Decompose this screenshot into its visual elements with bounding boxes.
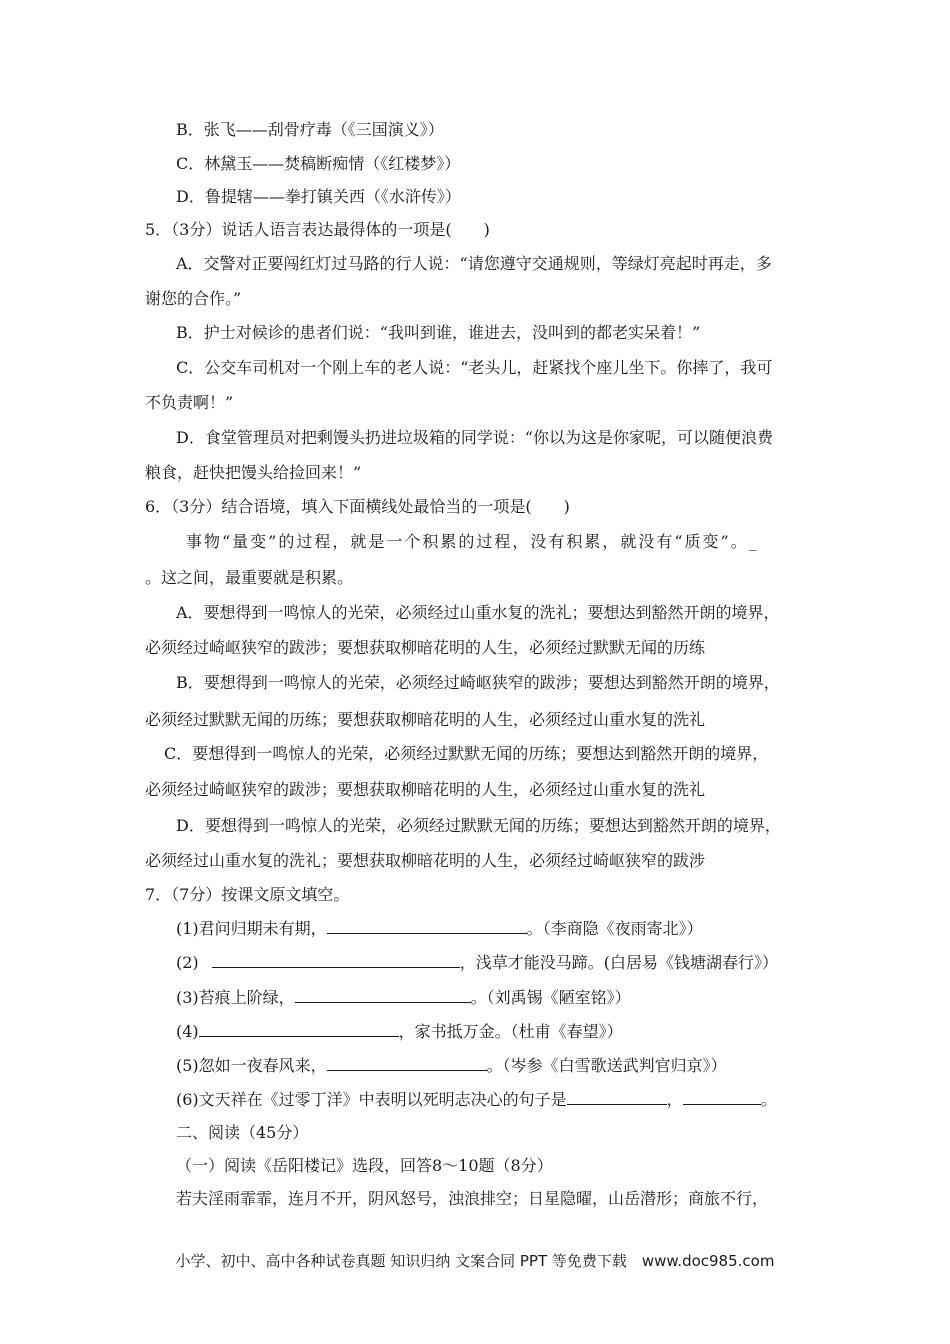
q7-item-5-suffix: 。（岑参《白雪歌送武判官归京》）	[486, 1056, 727, 1075]
section2-title: 二、阅读（45分）	[176, 1123, 309, 1142]
q5-option-c-line1: C．公交车司机对一个刚上车的老人说：“老头儿，赶紧找个座儿坐下。你摔了，我可	[176, 358, 773, 377]
q7-item-1	[176, 918, 703, 939]
q7-item-6-prefix: (6)文天祥在《过零丁洋》中表明以死明志决心的句子是	[176, 1090, 567, 1109]
q7-item-2-prefix: (2)	[176, 953, 204, 972]
q7-item-5-prefix: (5)忽如一夜春风来，	[176, 1056, 327, 1075]
page-footer: 小学、初中、高中各种试卷真题 知识归纳 文案合同 PPT 等免费下载 www.doc985.com	[175, 1252, 775, 1270]
q4-option-d: D．鲁提辖——拳打镇关西（《水浒传》）	[176, 187, 461, 206]
q6-option-d-line2: 必须经过山重水复的洗礼；要想获取柳暗花明的人生，必须经过崎岖狭窄的跋涉	[145, 851, 706, 870]
q7-item-4-suffix: ，家书抵万金。（杜甫《春望》）	[398, 1022, 623, 1041]
answer-blank[interactable]	[327, 918, 527, 934]
q7-item-2-suffix: ，浅草才能没马蹄。(白居易《钱塘湖春行》）	[459, 953, 778, 972]
q7-item-4-prefix: (4)	[176, 1022, 199, 1041]
q7-item-5	[176, 1055, 727, 1076]
q5-option-a-line2: 谢您的合作。”	[145, 289, 242, 308]
section2-passage: 若夫淫雨霏霏，连月不开，阴风怒号，浊浪排空；日星隐曜，山岳潜形；商旅不行，	[176, 1189, 769, 1208]
answer-blank[interactable]	[295, 987, 471, 1003]
q5-option-c-line2: 不负责啊！”	[145, 393, 234, 412]
q7-stem: 7．（7分）按课文原文填空。	[145, 885, 350, 904]
answer-blank[interactable]	[199, 1021, 399, 1037]
section2-subtitle: （一）阅读《岳阳楼记》选段，回答8～10题（8分）	[176, 1156, 553, 1175]
q7-item-4	[176, 1021, 623, 1042]
q5-option-d-line1: D．食堂管理员对把剩馒头扔进垃圾箱的同学说：“你以为这是你家呢，可以随便浪费	[176, 428, 774, 447]
q7-item-6-separator: ，	[666, 1090, 683, 1109]
q7-item-1-suffix: 。（李商隐《夜雨寄北》）	[526, 919, 703, 938]
q5-option-d-line2: 粮食，赶快把馒头给捡回来！”	[145, 463, 362, 482]
q5-option-b: B．护士对候诊的患者们说：“我叫到谁，谁进去，没叫到的都老实呆着！”	[176, 323, 701, 342]
q6-passage-line1: 事物“量变”的过程，就是一个积累的过程，没有积累，就没有“质变”。_	[186, 532, 759, 551]
q7-item-6-suffix: 。	[760, 1090, 777, 1109]
q6-option-a-line1: A．要想得到一鸣惊人的光荣，必须经过山重水复的洗礼；要想达到豁然开朗的境界，	[176, 603, 780, 622]
q7-item-1-prefix: (1)君问归期未有期，	[176, 919, 327, 938]
q5-stem: 5．（3分）说话人语言表达最得体的一项是( )	[145, 220, 490, 239]
q6-option-b-line2: 必须经过默默无闻的历练；要想获取柳暗花明的人生，必须经过山重水复的洗礼	[145, 710, 706, 729]
q7-item-6	[176, 1089, 777, 1110]
q6-option-c-line2: 必须经过崎岖狭窄的跋涉；要想获取柳暗花明的人生，必须经过山重水复的洗礼	[145, 780, 706, 799]
q6-option-a-line2: 必须经过崎岖狭窄的跋涉；要想获取柳暗花明的人生，必须经过默默无闻的历练	[145, 638, 706, 657]
q5-option-a-line1: A．交警对正要闯红灯过马路的行人说：“请您遵守交通规则，等绿灯亮起时再走，多	[176, 254, 772, 273]
q6-option-d-line1: D．要想得到一鸣惊人的光荣，必须经过默默无闻的历练；要想达到豁然开朗的境界，	[176, 816, 781, 835]
q6-stem: 6．（3分）结合语境，填入下面横线处最恰当的一项是( )	[145, 497, 570, 516]
q7-item-3-suffix: 。（刘禹锡《陋室铭》）	[470, 988, 631, 1007]
q4-option-b: B．张飞——刮骨疗毒（《三国演义》）	[176, 120, 444, 139]
answer-blank[interactable]	[683, 1089, 761, 1105]
answer-blank[interactable]	[327, 1055, 487, 1071]
q6-option-b-line1: B．要想得到一鸣惊人的光荣，必须经过崎岖狭窄的跋涉；要想达到豁然开朗的境界，	[176, 673, 780, 692]
answer-blank[interactable]	[212, 952, 460, 968]
q7-item-3-prefix: (3)苔痕上阶绿，	[176, 988, 295, 1007]
q6-passage-line2: 。这之间，最重要就是积累。	[145, 568, 354, 587]
q6-option-c-line1: C．要想得到一鸣惊人的光荣，必须经过默默无闻的历练；要想达到豁然开朗的境界，	[164, 744, 769, 763]
answer-blank[interactable]	[567, 1089, 667, 1105]
q7-item-2	[176, 952, 778, 973]
q4-option-c: C．林黛玉——焚稿断痴情（《红楼梦》）	[176, 154, 461, 173]
q7-item-3	[176, 987, 631, 1008]
